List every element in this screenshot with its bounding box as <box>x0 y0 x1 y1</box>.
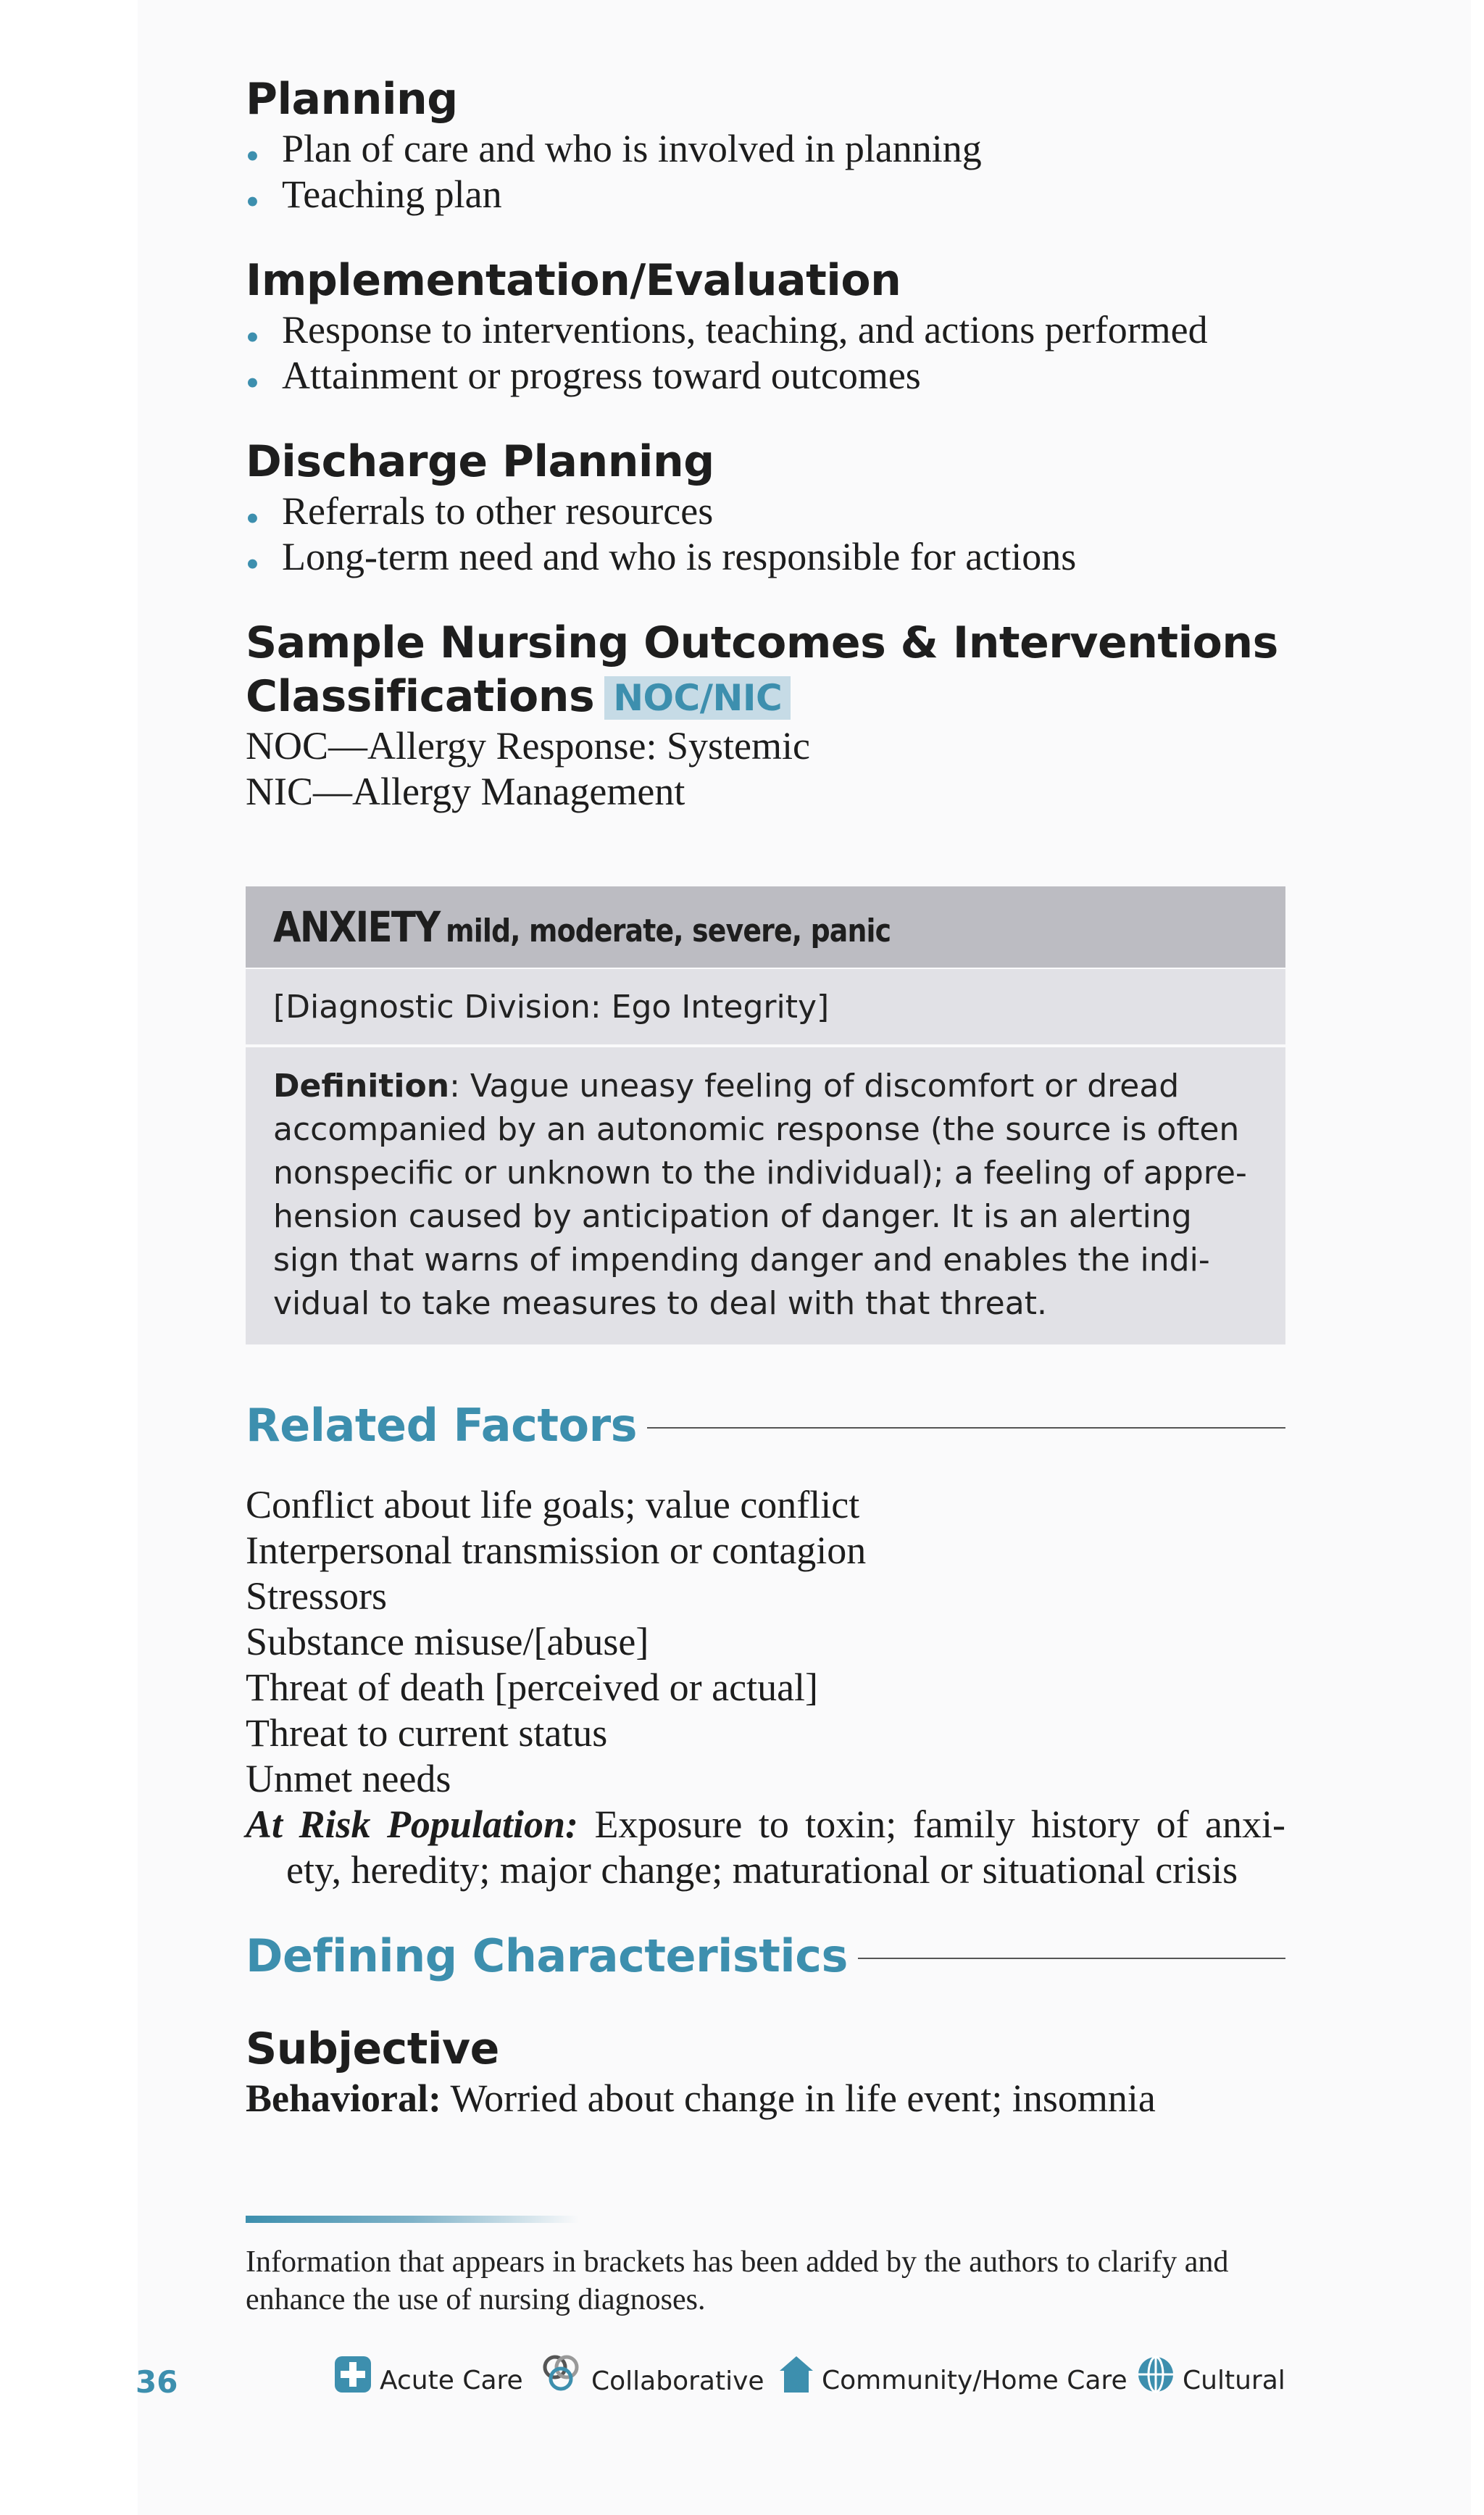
planning-heading: Planning <box>246 74 458 125</box>
bullet-icon: • <box>246 361 259 404</box>
legend-collaborative <box>541 2353 764 2396</box>
list-item: Threat of death [perceived or actual] <box>246 1666 819 1709</box>
discharge-list <box>246 489 1285 586</box>
acute-care-icon <box>333 2355 372 2394</box>
acute-care-label: Acute Care <box>380 2366 523 2395</box>
diagnosis-box <box>246 886 1285 1344</box>
behavioral-label: Behavioral: <box>246 2077 441 2120</box>
legend-cultural <box>1136 2353 1285 2395</box>
nic-line: NIC—Allergy Management <box>246 770 685 813</box>
definition-label: Definition <box>273 1068 450 1105</box>
list-item: Stressors <box>246 1574 388 1618</box>
list-item: Threat to current status <box>246 1711 608 1755</box>
diagnostic-division: [Diagnostic Division: Ego Integrity] <box>246 969 1285 1044</box>
bullet-icon: • <box>246 542 259 586</box>
discharge-heading: Discharge Planning <box>246 436 714 487</box>
bullet-icon: • <box>246 315 259 359</box>
sample-heading <box>246 616 1285 723</box>
collaborative-label: Collaborative <box>591 2366 764 2396</box>
list-item: Conflict about life goals; value conflict <box>246 1483 860 1526</box>
divider <box>647 1427 1285 1429</box>
bullet-icon: • <box>246 180 259 223</box>
list-item: • Teaching plan <box>246 172 502 223</box>
diagnosis-header <box>246 886 1285 968</box>
defining-characteristics-header <box>246 1929 1285 1982</box>
at-risk-label: At Risk Population: <box>246 1803 578 1846</box>
implementation-heading: Implementation/Evaluation <box>246 255 901 306</box>
bullet-icon: • <box>246 134 259 178</box>
subjective-heading: Subjective <box>246 2024 499 2074</box>
noc-nic-badge: NOC/NIC <box>604 676 791 720</box>
noc-line: NOC—Allergy Response: Systemic <box>246 724 810 768</box>
list-item: Unmet needs <box>246 1757 451 1800</box>
behavioral-text: Worried about change in life event; insomnia <box>441 2077 1156 2120</box>
at-risk-population <box>246 1802 1285 1893</box>
list-item: • Long-term need and who is responsible for actions <box>246 535 1077 586</box>
sample-heading-line1: Sample Nursing Outcomes & Interventions <box>246 618 1278 668</box>
cultural-label: Cultural <box>1183 2366 1285 2395</box>
behavioral-line <box>246 2076 1285 2121</box>
legend-acute-care <box>333 2353 523 2395</box>
defining-characteristics-body <box>246 2022 1285 2121</box>
related-factors-header <box>246 1399 1285 1452</box>
list-item: • Referrals to other resources <box>246 489 714 540</box>
definition <box>246 1047 1285 1344</box>
list-item: • Attainment or progress toward outcomes <box>246 354 921 404</box>
planning-list <box>246 126 1285 223</box>
list-item: • Response to interventions, teaching, and actions performed <box>246 308 1208 359</box>
collaborative-icon <box>541 2353 584 2396</box>
legend-community-home-care <box>778 2353 1127 2395</box>
footnote-rule <box>246 2216 579 2223</box>
house-icon <box>778 2355 814 2394</box>
at-risk-text: Exposure to toxin; family history of anxi- ety, heredity; major change; maturational or situational crisis <box>286 1803 1285 1892</box>
care-plan-sections <box>246 72 1285 815</box>
divider <box>858 1958 1285 1959</box>
community-home-care-label: Community/Home Care <box>822 2366 1127 2395</box>
diagnosis-subtitle: mild, moderate, severe, panic <box>446 913 891 949</box>
sample-heading-line2: Classifications <box>246 671 595 722</box>
footnote: Information that appears in brackets has been added by the authors to clarify and enhance the use of nursing diagnoses. <box>246 2245 1229 2316</box>
related-factors-title: Related Factors <box>246 1399 638 1452</box>
definition-text: : Vague uneasy feeling of discomfort or dread accompanied by an autonomic response (the source is often nonspecific or unknown to the individual); a feeling of appre- hension caused by anticipation of danger. It is an alerting sign that warns of impending danger and enables the indi- vidual to take measures to deal with that threat. <box>273 1068 1247 1322</box>
list-item: Interpersonal transmission or contagion <box>246 1529 867 1572</box>
list-item: • Plan of care and who is involved in planning <box>246 127 982 178</box>
diagnosis-title: ANXIETY mild, moderate, severe, panic <box>273 902 891 952</box>
implementation-list <box>246 307 1285 404</box>
related-factors-list <box>246 1482 1285 1893</box>
globe-icon <box>1136 2355 1175 2394</box>
page-number: 36 <box>136 2364 178 2400</box>
defining-characteristics-title: Defining Characteristics <box>246 1929 848 1982</box>
list-item: Substance misuse/[abuse] <box>246 1620 649 1663</box>
bullet-icon: • <box>246 496 259 540</box>
